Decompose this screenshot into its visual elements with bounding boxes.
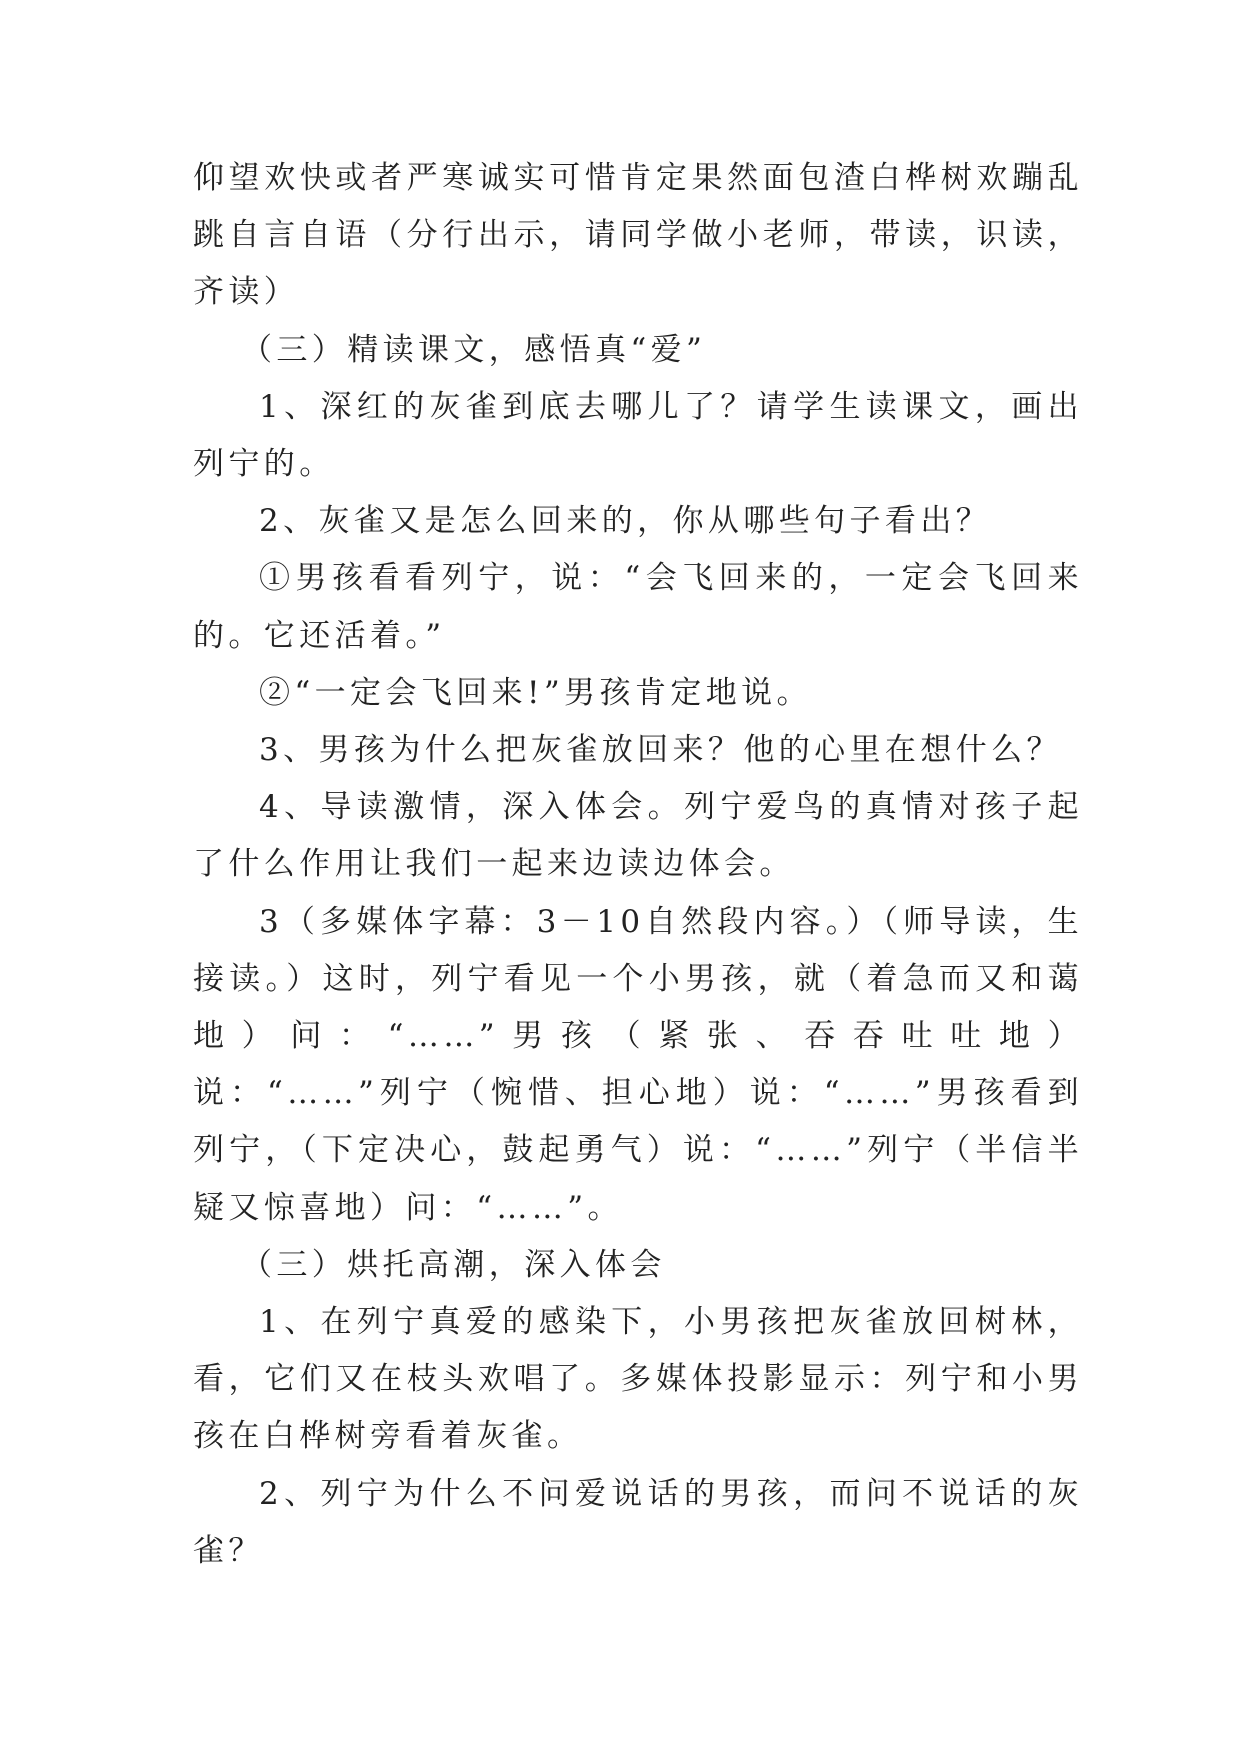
paragraph-quote-1: ①男孩看看列宁，说：“会飞回来的，一定会飞回来的。它还活着。” xyxy=(193,560,1083,654)
section-heading-climax: （三）烘托高潮，深入体会 xyxy=(241,1246,666,1283)
paragraph-quote-2: ②“一定会飞回来!”男孩肯定地说。 xyxy=(259,674,812,711)
paragraph-climax-2: 2、列宁为什么不问爱说话的男孩，而问不说话的灰雀？ xyxy=(193,1475,1083,1569)
document-body xyxy=(193,150,1083,1580)
section-heading-intensive-reading: （三）精读课文，感悟真“爱” xyxy=(241,331,707,368)
paragraph-question-3: 3、男孩为什么把灰雀放回来？他的心里在想什么？ xyxy=(259,732,1062,769)
paragraph-question-4: 4、导读激情，深入体会。列宁爱鸟的真情对孩子起了什么作用让我们一起来边读边体会。 xyxy=(193,789,1083,883)
paragraph-guided-reading: 3（多媒体字幕：3－10自然段内容。）（师导读，生接读。）这时，列宁看见一个小男孩，就（着急而又和蔼地）问：“……”男孩（紧张、吞吞吐吐地）说：“……”列宁（惋惜、担心地）说：“……”男孩看到列宁，（下定决心，鼓起勇气）说：“……”列宁（半信半疑又惊喜地）问：“……”。 xyxy=(193,903,1083,1226)
paragraph-question-2: 2、灰雀又是怎么回来的，你从哪些句子看出？ xyxy=(259,503,992,540)
paragraph-word-list: 仰望欢快或者严寒诚实可惜肯定果然面包渣白桦树欢蹦乱跳自言自语（分行出示，请同学做小老师，带读，识读，齐读） xyxy=(193,160,1083,311)
paragraph-question-1: 1、深红的灰雀到底去哪儿了？请学生读课文，画出列宁的。 xyxy=(193,388,1083,483)
paragraph-climax-1: 1、在列宁真爱的感染下，小男孩把灰雀放回树林，看，它们又在枝头欢唱了。多媒体投影显示：列宁和小男孩在白桦树旁看着灰雀。 xyxy=(193,1304,1083,1455)
